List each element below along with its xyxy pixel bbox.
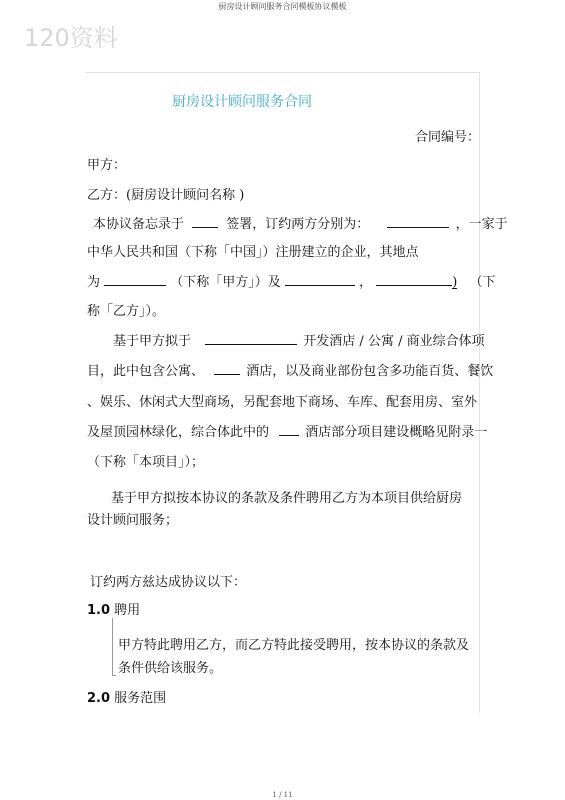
hotel-blank-2 [279,422,299,436]
p2-text-b: 开发酒店 / 公寓 / 商业综合体项 [303,334,485,349]
contract-number-label: 合同编号： [415,130,481,145]
p2-text-a: 基于甲方拟于 [113,334,192,349]
page-header-title: 厨房设计顾问服务合同模板协议模板 [218,2,347,11]
p1-text-f: ， [359,275,373,290]
paragraph-2-line-1 [113,330,485,349]
p2-text-e: 及屋顶园林绿化，综合体此中的 [87,425,270,440]
hotel-blank-1 [214,361,240,375]
p1-text-g: ) [452,275,458,290]
party-b-blank-2 [376,272,452,286]
paragraph-4: 订约两方兹达成协议以下： [90,575,247,590]
party-b-blank-1 [285,272,355,286]
section-1-number: 1.0 [87,603,111,618]
paragraph-2-line-5: （下称「本项目」）； [87,455,205,470]
party-a-label: 甲方： [87,158,127,173]
project-blank [205,331,297,345]
section-1-line-2: 条件供给该服务。 [118,661,223,676]
party-blank [387,214,449,228]
address-blank [104,272,166,286]
watermark-logo: 120资料 [24,24,118,52]
page-number: 1 / 11 [272,791,293,799]
paragraph-3-line-2: 设计顾问服务； [87,513,179,528]
party-b-label: 乙方：(厨房设计顾问名称 ) [87,188,245,203]
p1-text-e: （下称「甲方」）及 [170,275,281,290]
section-2-title: 服务范围 [114,691,167,706]
section-2-heading [87,687,166,706]
p1-text-b: 签署，订约两方分别为： [226,217,370,232]
section-2-number: 2.0 [87,691,111,706]
p1-text-d: 为 [87,275,101,290]
paragraph-1-line-2: 中华人民共和国（下称「中国」）注册建立的企业，其地点 [87,245,419,260]
section-1-heading [87,599,140,618]
p1-text-a: 本协议备忘录于 [93,217,185,232]
p2-text-f: 酒店部分项目建设概略见附录一 [305,425,488,440]
paragraph-1-line-1 [93,213,508,232]
section-1-line-1: 甲方特此聘用乙方，而乙方特此接受聘用，按本协议的条款及 [118,638,470,653]
p1-text-c: ，一家于 [455,217,508,232]
p2-text-d: 酒店，以及商业部份包含多功能百货、餐饮 [246,364,494,379]
section-1-title: 聘用 [114,603,141,618]
document-title: 厨房设计顾问服务合同 [172,94,312,110]
p1-text-h: （下 [469,275,496,290]
paragraph-2-line-3: 、娱乐、休闲式大型商场，另配套地下商场、车库、配套用房、室外 [87,395,478,410]
paragraph-2-line-4 [87,421,487,440]
p2-text-c: 目，此中包含公寓、 [87,364,205,379]
paragraph-3-line-1: 基于甲方拟按本协议的条款及条件聘用乙方为本项目供给厨房 [111,491,463,506]
paragraph-1-line-3 [87,271,495,290]
paragraph-2-line-2 [87,360,493,379]
date-blank [192,214,218,228]
section-1-bracket [112,618,116,676]
paragraph-1-line-4: 称「乙方」）。 [87,304,166,319]
